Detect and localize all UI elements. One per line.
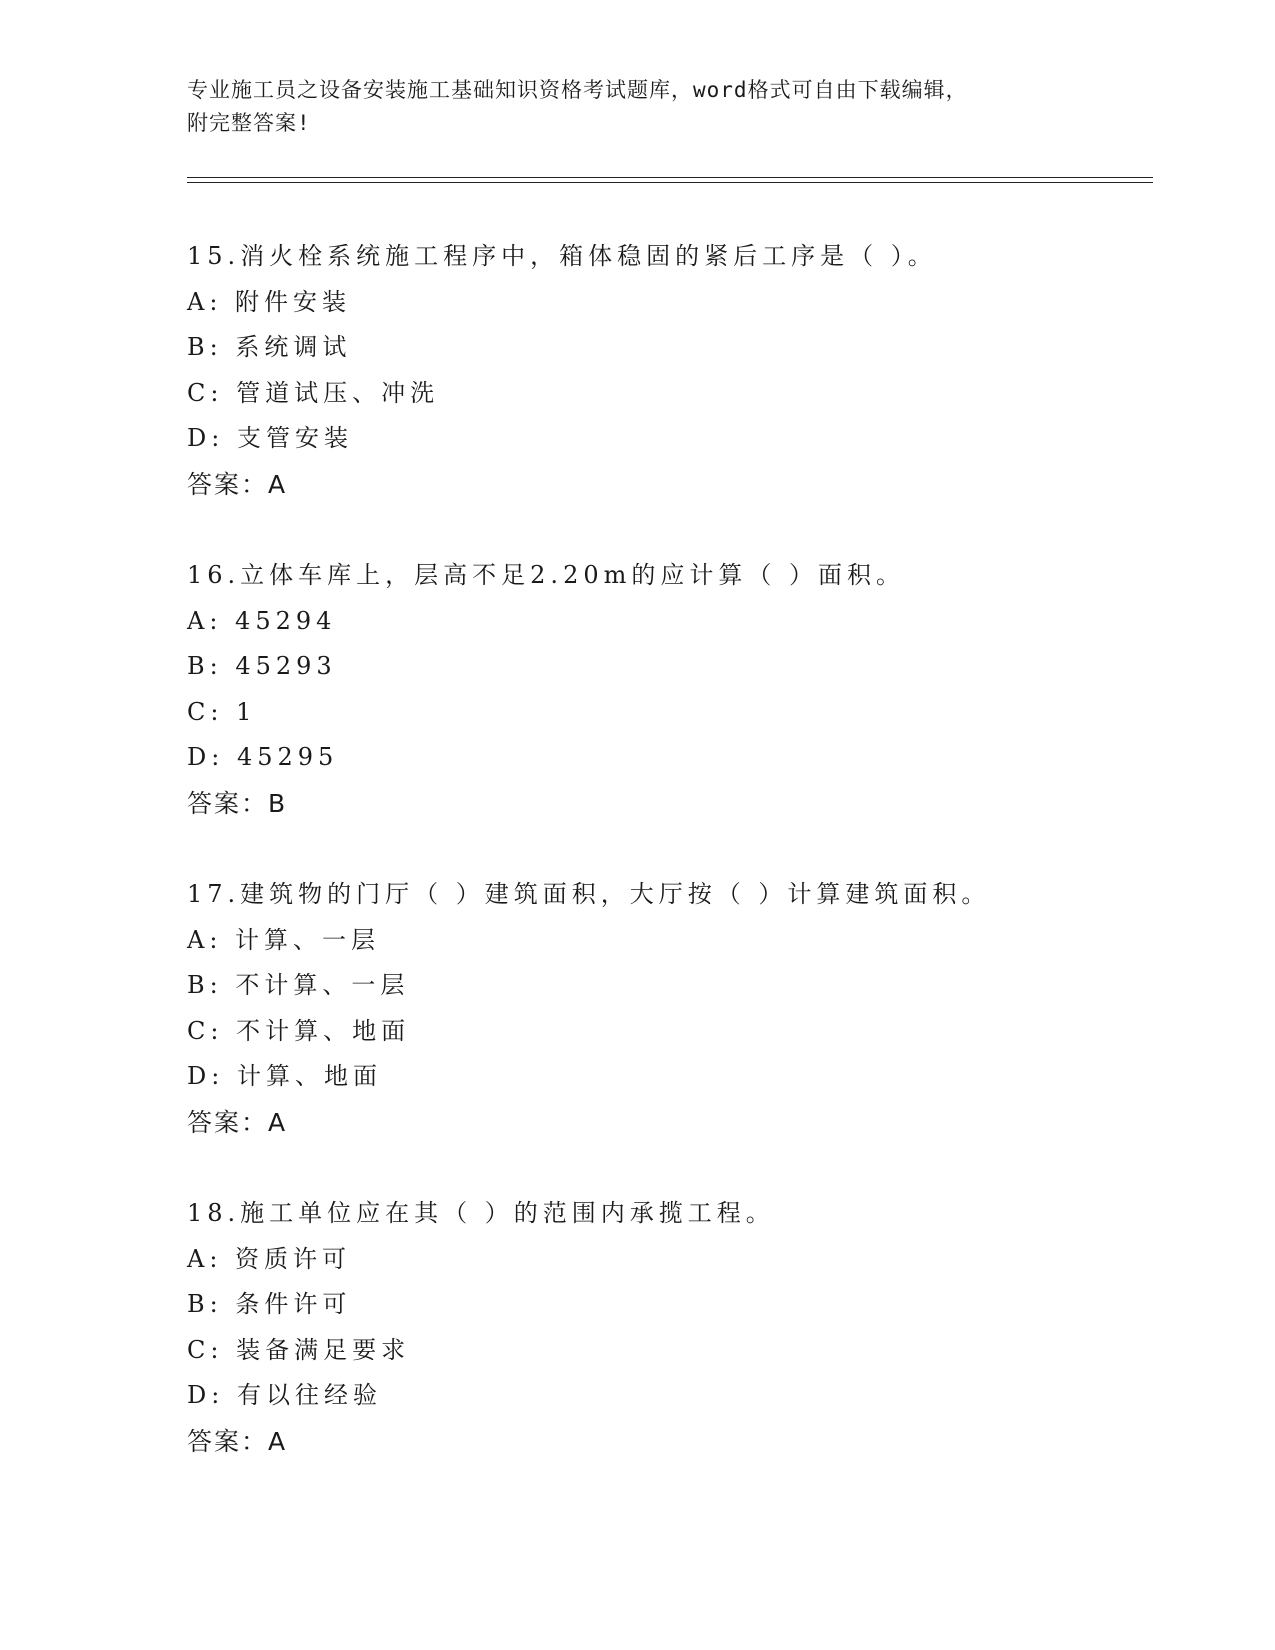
header-line-1: 专业施工员之设备安装施工基础知识资格考试题库，word格式可自由下载编辑， (187, 78, 968, 102)
option-b: B: 系统调试 (187, 333, 352, 361)
question-18 (187, 1191, 1167, 1464)
answer-line: 答案：A (187, 1426, 288, 1456)
question-15 (187, 234, 1167, 507)
option-d: D: 45295 (187, 743, 339, 771)
option-d: D: 支管安装 (187, 424, 353, 452)
option-a: A: 附件安装 (187, 287, 352, 316)
option-d: D: 有以往经验 (187, 1381, 382, 1409)
option-a: A: 资质许可 (187, 1244, 352, 1273)
answer-line: 答案：B (187, 788, 288, 818)
question-stem: 18.施工单位应在其（ ）的范围内承揽工程。 (187, 1199, 775, 1227)
option-c: C: 1 (187, 697, 257, 726)
header-double-rule (187, 177, 1153, 183)
question-stem: 17.建筑物的门厅（ ）建筑面积，大厅按（ ）计算建筑面积。 (187, 880, 991, 908)
option-b: B: 条件许可 (187, 1290, 352, 1318)
option-c: C: 装备满足要求 (187, 1335, 411, 1364)
option-a: A: 计算、一层 (187, 925, 381, 954)
option-b: B: 不计算、一层 (187, 971, 410, 999)
option-c: C: 管道试压、冲洗 (187, 378, 440, 407)
question-stem: 16.立体车库上，层高不足2.20m的应计算（ ）面积。 (187, 561, 905, 589)
document-header (187, 74, 1087, 140)
option-c: C: 不计算、地面 (187, 1016, 411, 1045)
question-16 (187, 553, 1167, 826)
option-d: D: 计算、地面 (187, 1062, 382, 1090)
option-b: B: 45293 (187, 652, 337, 680)
option-a: A: 45294 (187, 606, 337, 635)
answer-line: 答案：A (187, 469, 288, 499)
answer-line: 答案：A (187, 1107, 288, 1137)
header-line-2: 附完整答案! (187, 111, 311, 135)
question-17 (187, 872, 1167, 1145)
question-stem: 15.消火栓系统施工程序中，箱体稳固的紧后工序是（ ）。 (187, 242, 937, 270)
